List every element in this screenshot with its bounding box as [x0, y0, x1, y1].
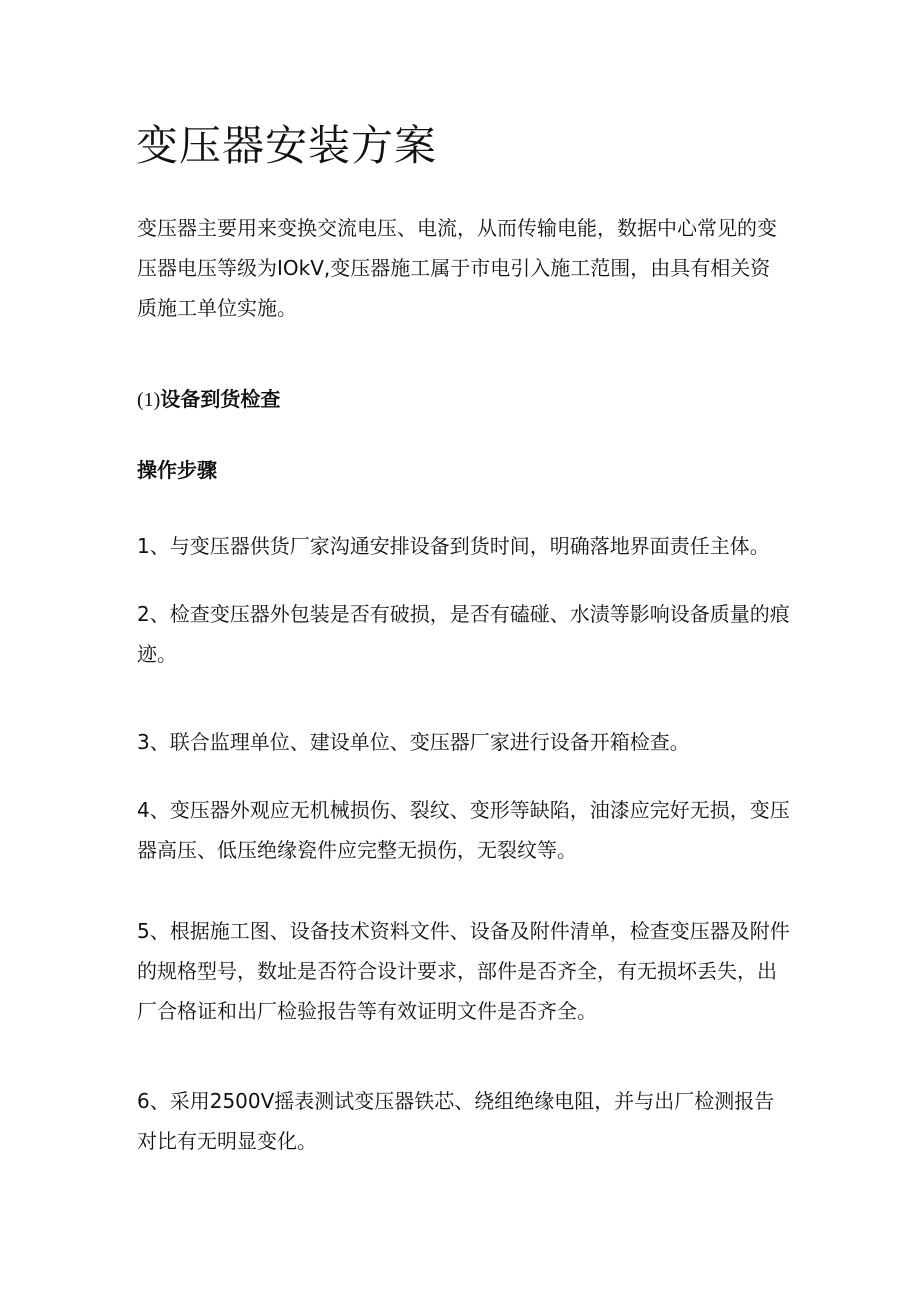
step-item — [137, 911, 789, 1031]
step-line: 4、变压器外观应无机械损伤、裂纹、变形等缺陷，油漆应完好无损，变压 — [137, 798, 790, 822]
intro-line: 变压器主要用来变换交流电压、电流，从而传输电能，数据中心常见的变 — [137, 216, 777, 240]
document-title: 变压器安装方案 — [136, 121, 438, 170]
intro-line: 压器电压等级为IOkV,变压器施工属于市电引入施工范围，由具有相关资 — [137, 256, 771, 280]
step-line: 2、检查变压器外包装是否有破损，是否有磕碰、水渍等影响设备质量的痕 — [137, 602, 790, 626]
step-item — [137, 1081, 789, 1161]
step-line: 5、根据施工图、设备技术资料文件、设备及附件清单，检查变压器及附件 — [137, 919, 790, 943]
step-line: 的规格型号，数址是否符合设计要求，部件是否齐全，有无损坏丢失，出 — [137, 959, 777, 983]
step-line: 3、联合监理单位、建设单位、变压器厂家进行设备开箱检查。 — [137, 730, 690, 754]
intro-paragraph — [137, 208, 789, 328]
step-line: 厂合格证和出厂检验报告等有效证明文件是否齐全。 — [137, 999, 597, 1023]
step-item — [137, 790, 789, 870]
section-heading — [137, 385, 280, 414]
step-item — [137, 722, 789, 762]
steps-heading: 操作步骤 — [137, 458, 217, 482]
intro-line: 质施工单位实施。 — [137, 296, 297, 320]
step-line: 对比有无明显变化。 — [137, 1129, 317, 1153]
section-number: (1) — [137, 389, 161, 411]
step-item — [137, 526, 789, 566]
step-line: 迹。 — [137, 642, 177, 666]
section-heading-text: 设备到货检查 — [160, 387, 281, 411]
step-item — [137, 594, 789, 674]
step-line: 6、采用2500V摇表测试变压器铁芯、绕组绝缘电阻，并与出厂检测报告 — [137, 1089, 775, 1113]
step-line: 1、与变压器供货厂家沟通安排设备到货时间，明确落地界面责任主体。 — [137, 534, 770, 558]
step-line: 器高压、低压绝缘瓷件应完整无损伤，无裂纹等。 — [137, 838, 577, 862]
